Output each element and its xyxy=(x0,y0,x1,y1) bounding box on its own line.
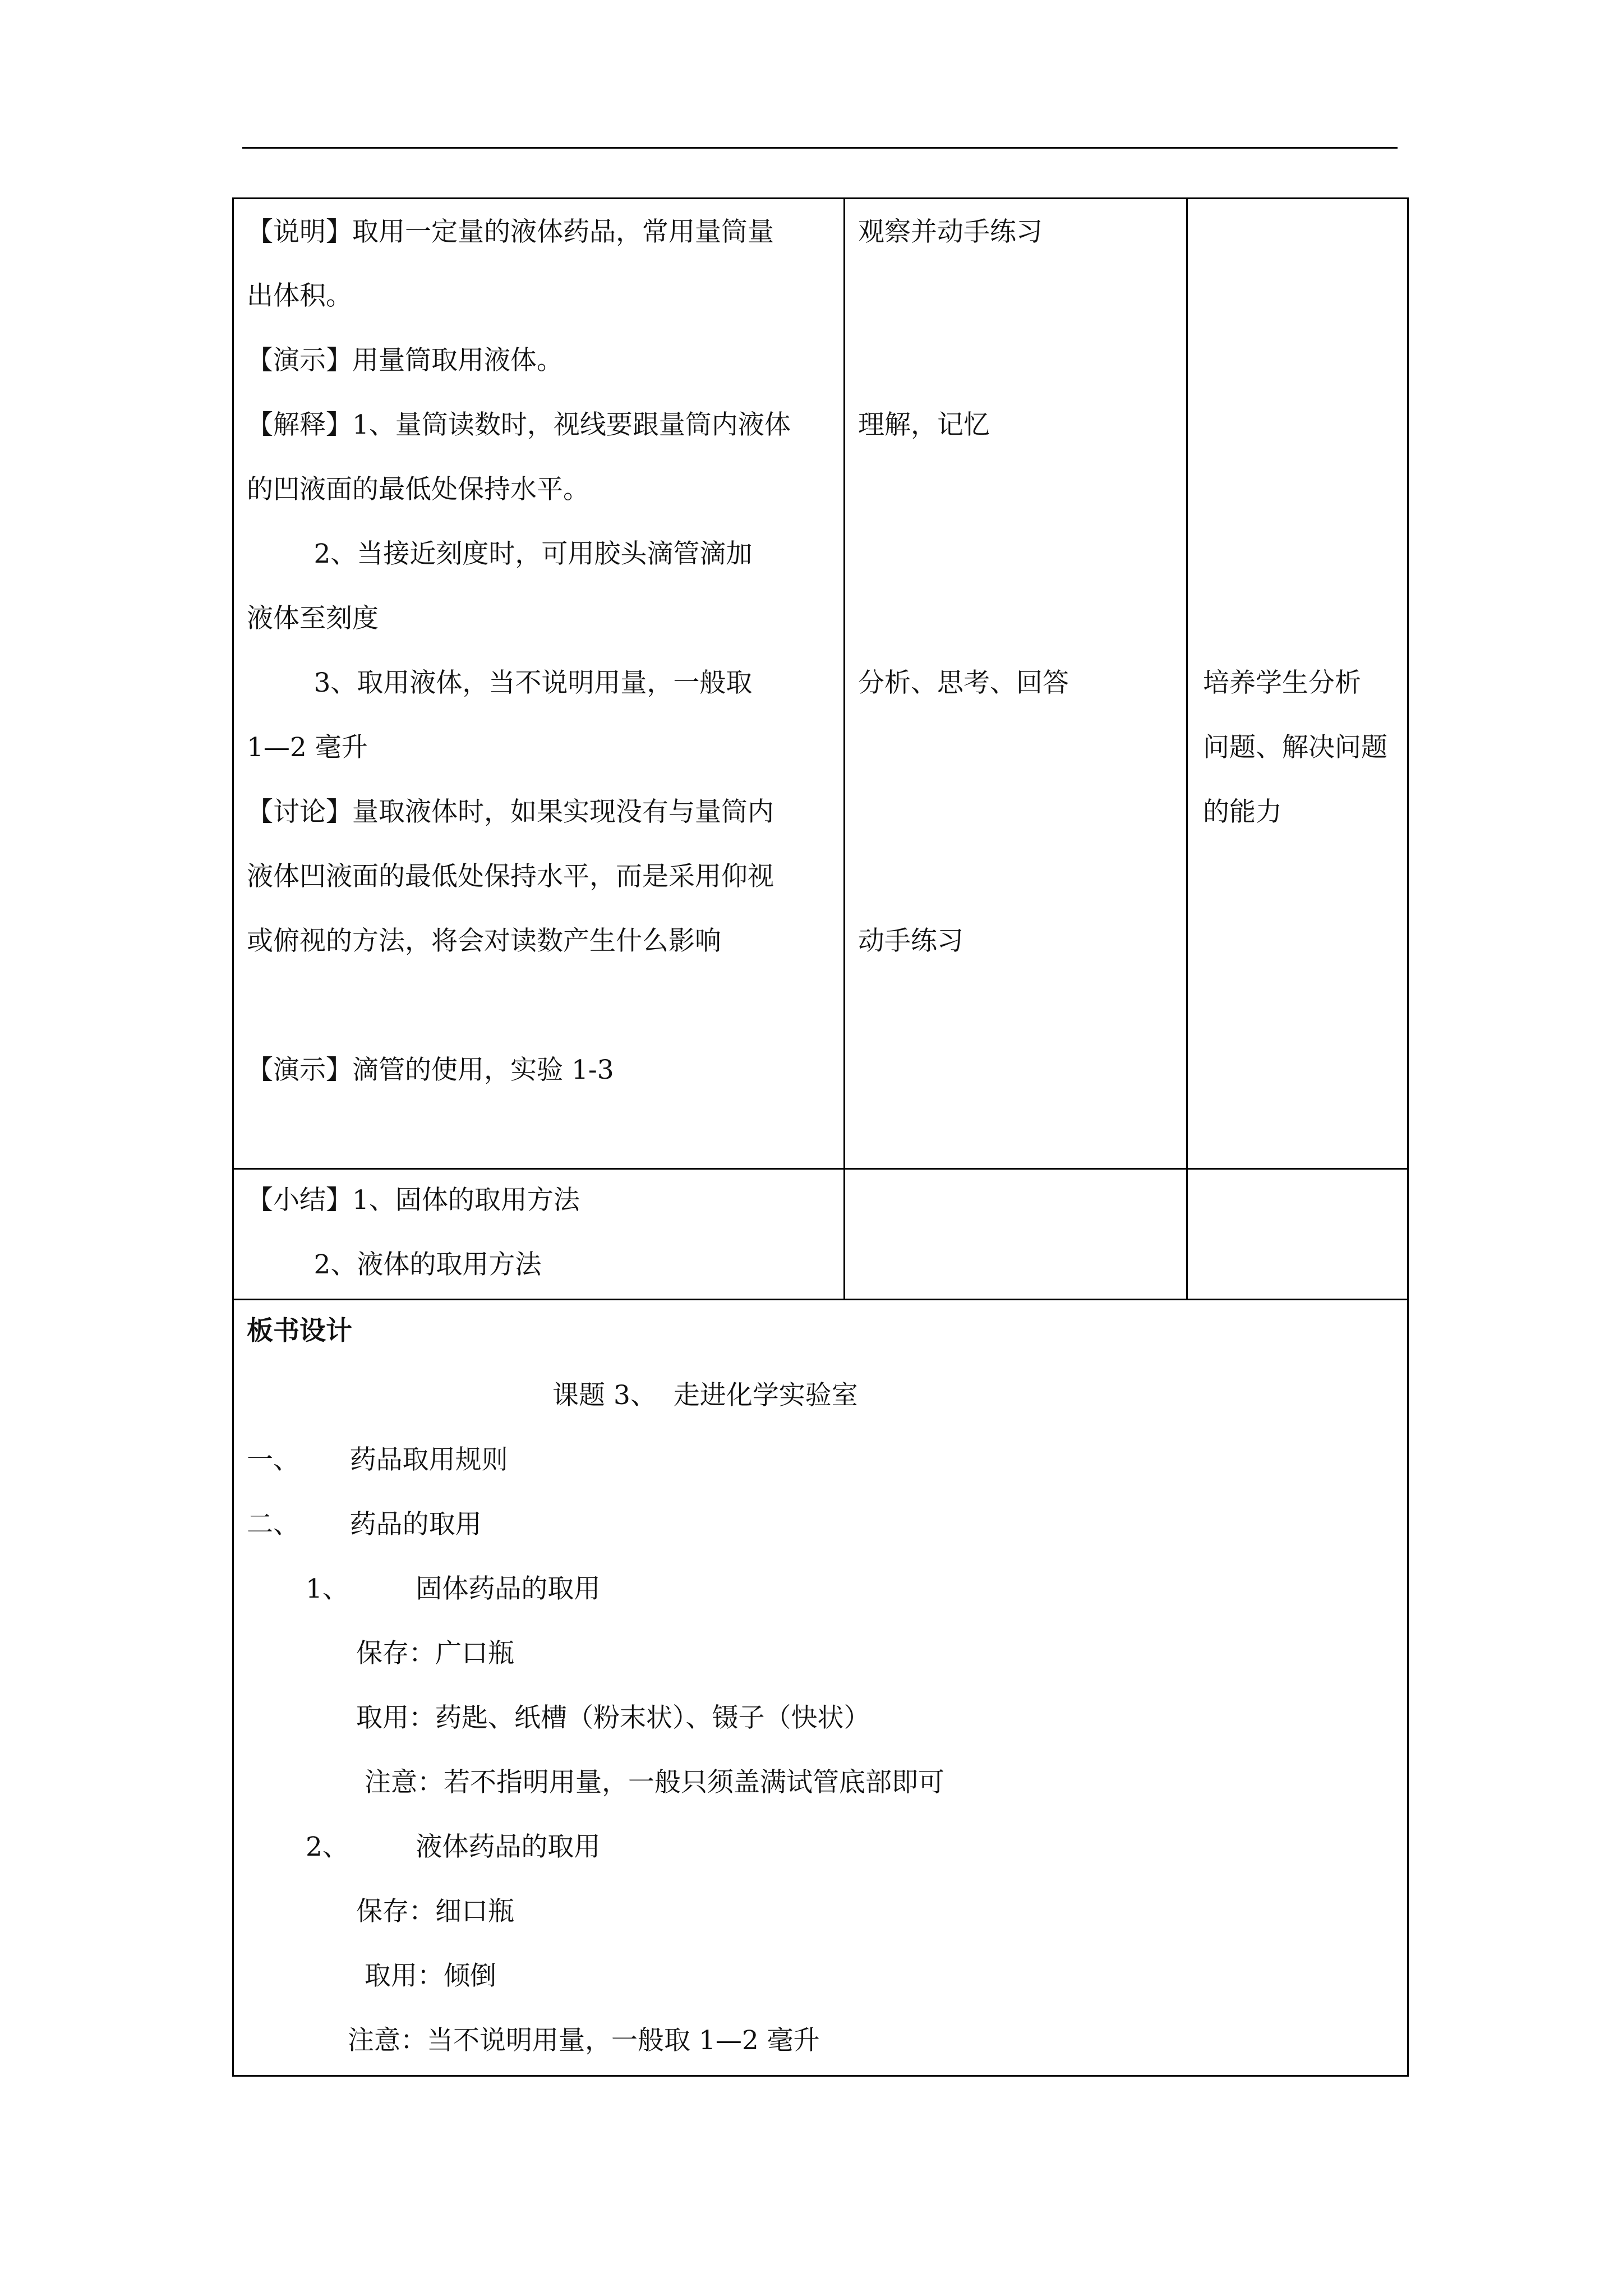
row1-col3-line-1: 培养学生分析 xyxy=(1203,668,1361,698)
board-line-5: 取用：药匙、纸槽（粉末状）、镊子（快状） xyxy=(356,1703,870,1733)
row1-col1-line-8: 3、取用液体，当不说明用量，一般取 xyxy=(247,668,753,698)
row1-col1-line-7: 液体至刻度 xyxy=(247,603,379,634)
board-line-6: 注意：若不指明用量，一般只须盖满试管底部即可 xyxy=(365,1767,944,1798)
row1-col1-line-11: 液体凹液面的最低处保持水平，而是采用仰视 xyxy=(247,861,774,892)
row-divider-2 xyxy=(232,1299,1409,1300)
row-divider-1 xyxy=(232,1168,1409,1170)
board-line-2: 二、 药品的取用 xyxy=(247,1509,482,1540)
row1-col2-practice: 动手练习 xyxy=(858,926,963,956)
header-rule xyxy=(242,147,1398,149)
row1-col2-observe: 观察并动手练习 xyxy=(858,217,1043,247)
row1-col2-analyze: 分析、思考、回答 xyxy=(858,668,1069,698)
board-line-1: 一、 药品取用规则 xyxy=(247,1444,508,1475)
summary-line-2: 2、液体的取用方法 xyxy=(247,1249,542,1280)
board-line-9: 取用：倾倒 xyxy=(365,1961,496,1991)
row1-col3-line-2: 问题、解决问题 xyxy=(1203,732,1387,763)
board-line-8: 保存：细口瓶 xyxy=(356,1896,514,1927)
column-divider-2 xyxy=(1186,197,1188,1300)
board-title: 课题 3、 走进化学实验室 xyxy=(552,1380,858,1411)
board-line-3: 1、 固体药品的取用 xyxy=(306,1573,601,1604)
row1-col1-line-9: 1—2 毫升 xyxy=(247,732,368,763)
board-line-10: 注意：当不说明用量，一般取 1—2 毫升 xyxy=(348,2025,820,2056)
row1-col1-line-13: 【演示】滴管的使用，实验 1-3 xyxy=(247,1055,614,1085)
row1-col1-line-2: 出体积。 xyxy=(247,280,352,311)
board-heading: 板书设计 xyxy=(247,1315,352,1346)
row1-col1-line-1: 【说明】取用一定量的液体药品，常用量筒量 xyxy=(247,217,774,247)
board-line-7: 2、 液体药品的取用 xyxy=(306,1832,601,1862)
column-divider-1 xyxy=(843,197,845,1300)
row1-col1-line-10: 【讨论】量取液体时，如果实现没有与量筒内 xyxy=(247,797,774,827)
row1-col2-understand: 理解，记忆 xyxy=(858,409,990,440)
row1-col1-line-3: 【演示】用量筒取用液体。 xyxy=(247,345,563,376)
row1-col1-line-6: 2、当接近刻度时，可用胶头滴管滴加 xyxy=(247,539,753,569)
row1-col1-line-5: 的凹液面的最低处保持水平。 xyxy=(247,474,589,505)
row1-col1-line-12: 或俯视的方法，将会对读数产生什么影响 xyxy=(247,926,721,956)
summary-line-1: 【小结】1、固体的取用方法 xyxy=(247,1185,580,1216)
board-line-4: 保存：广口瓶 xyxy=(356,1638,514,1669)
row1-col1-line-4: 【解释】1、量筒读数时，视线要跟量筒内液体 xyxy=(247,409,791,440)
row1-col3-line-3: 的能力 xyxy=(1203,797,1282,827)
